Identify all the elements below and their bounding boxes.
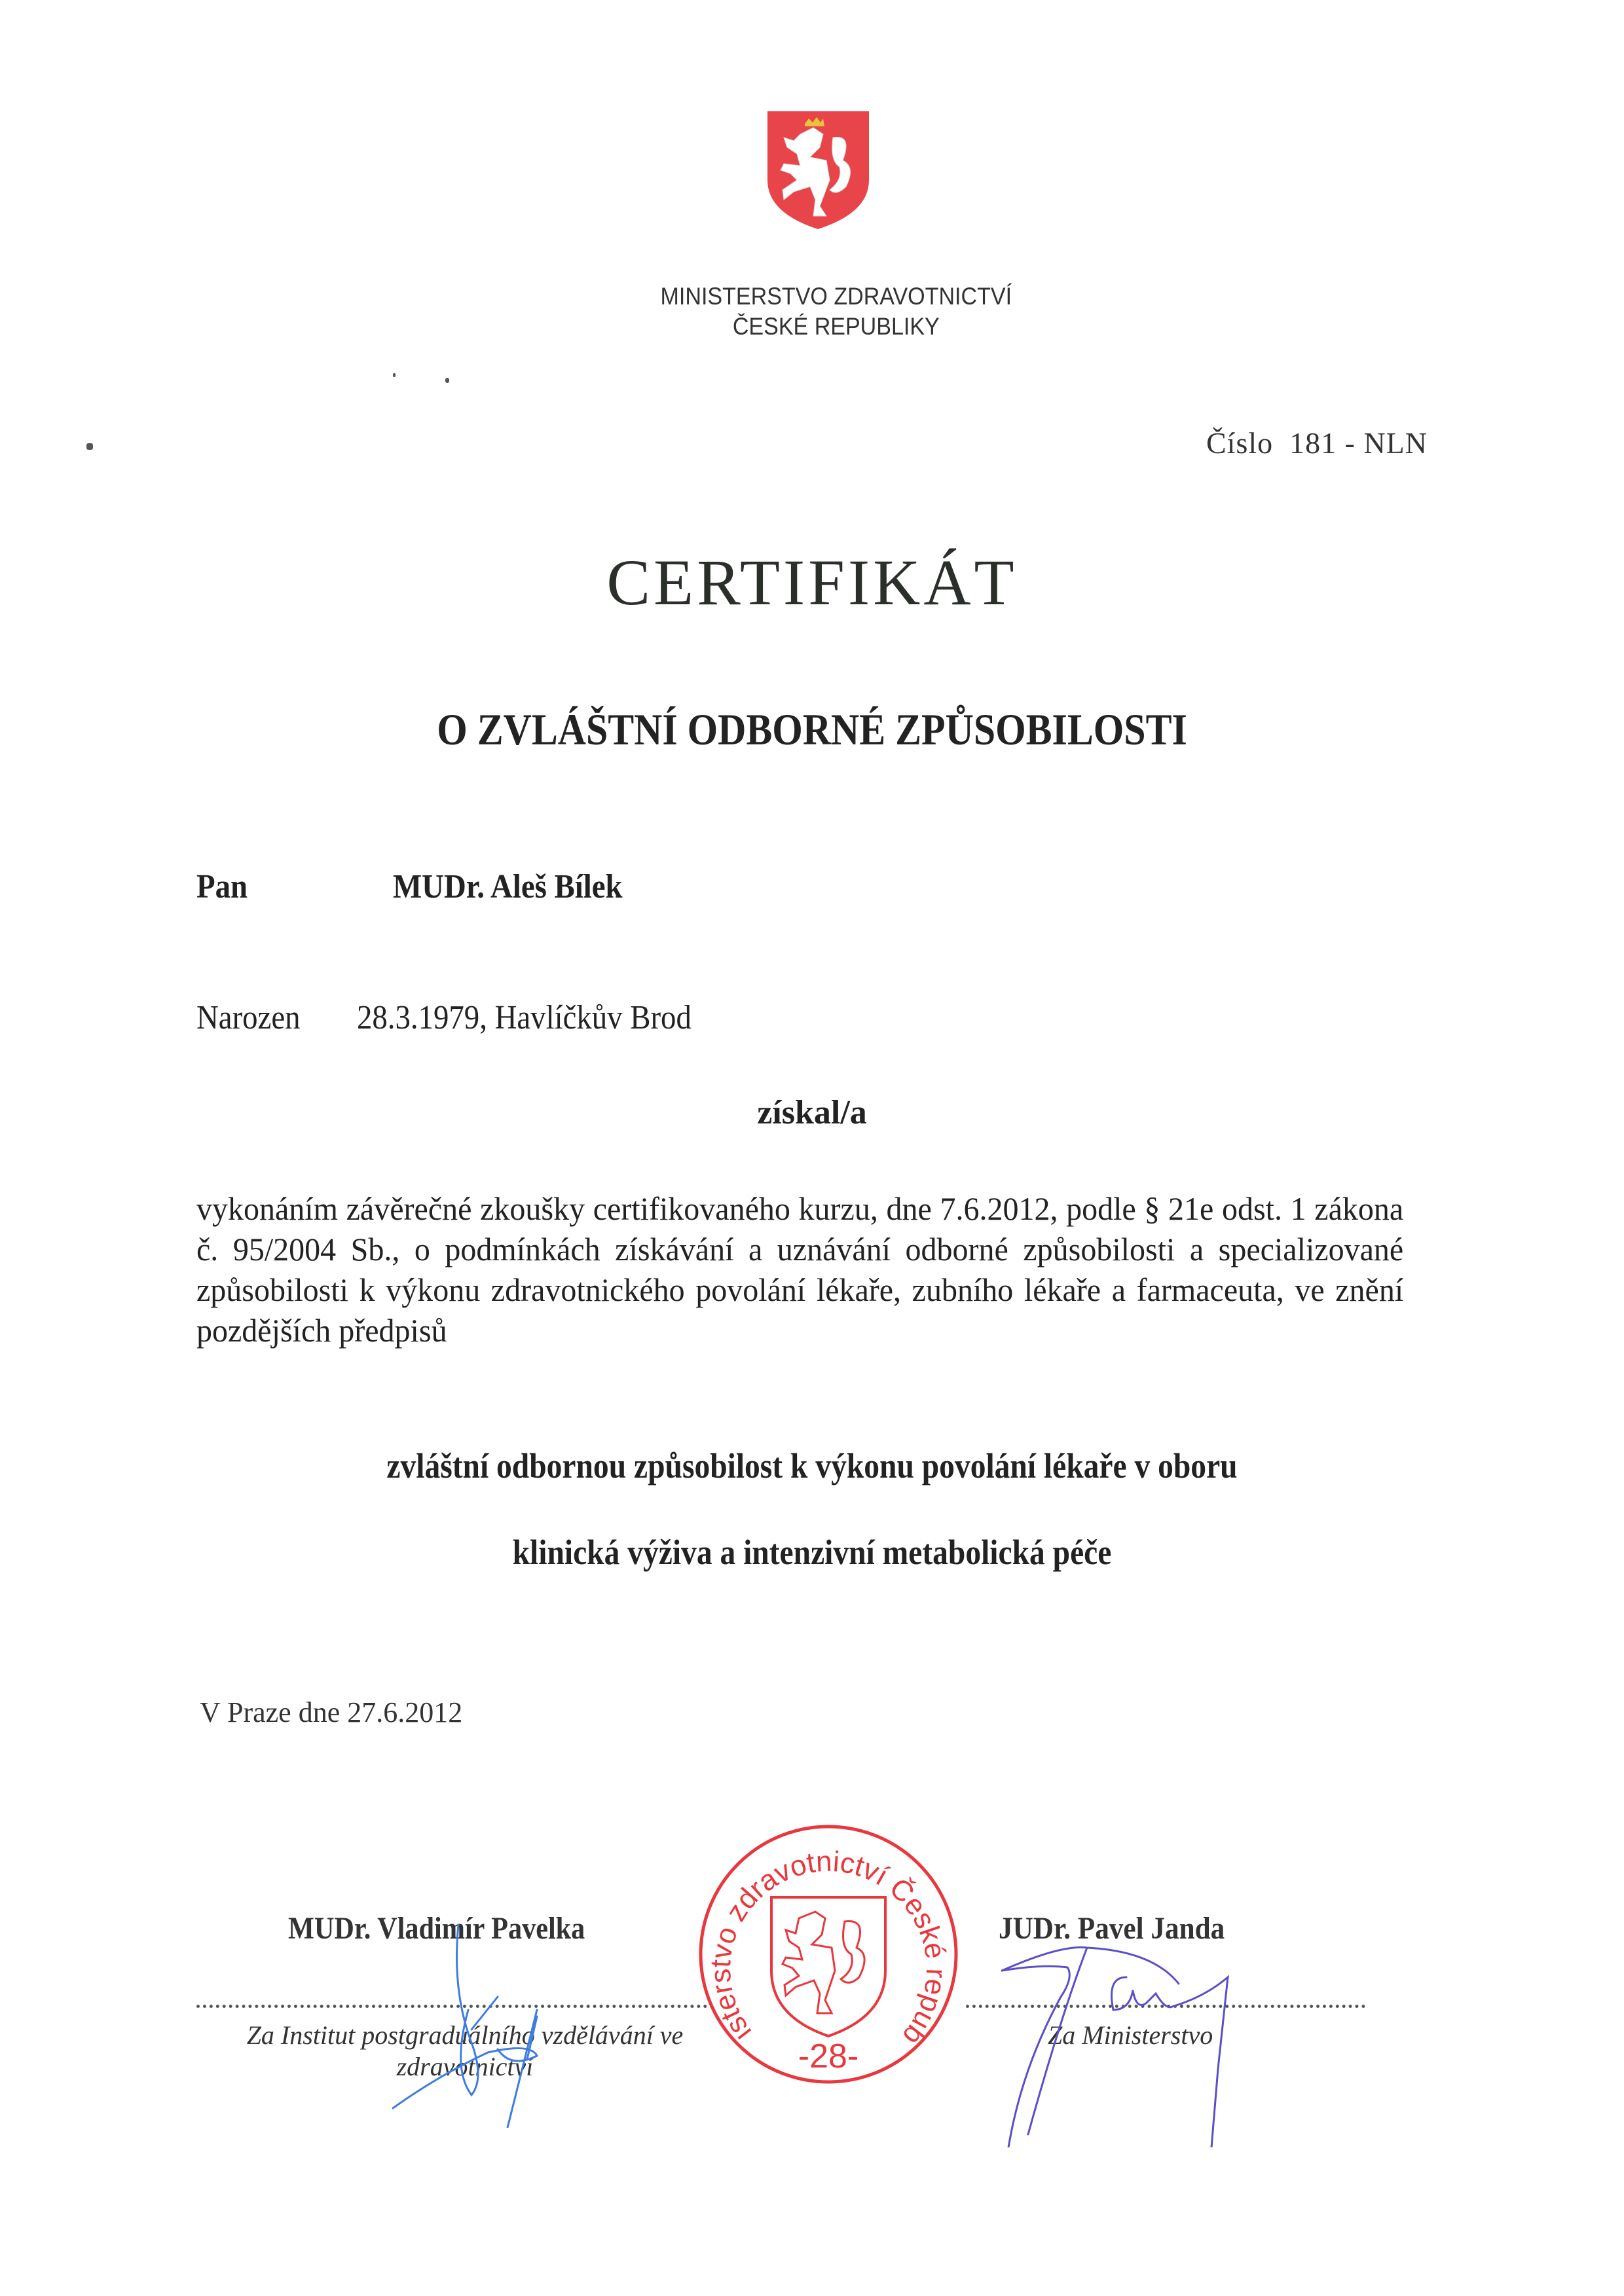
qualification-line1: zvláštní odbornou způsobilost k výkonu povolání lékaře v oboru (386, 1446, 1238, 1485)
left-signature (380, 1912, 576, 2128)
czech-coat-of-arms-icon (764, 108, 872, 232)
born-value: 28.3.1979, Havlíčkův Brod (357, 999, 692, 1036)
page-title: CERTIFIKÁT (606, 546, 1018, 619)
stamp-text-path: isterstvo zdravotnictví České repub (704, 1845, 953, 2052)
legal-basis-text: vykonáním závěrečné zkoušky certifikovaného kurzu, dne 7.6.2012, podle § 21e odst. 1 zákona č. 95/2004 Sb., o podmínkách získávání a uznávání odborné způsobilosti a specializované způsobilosti k výkonu zdravotnického povolání lékaře, zubního lékaře a farmaceuta, ve znění pozdějších předpisů (196, 1190, 1404, 1349)
ministry-heading (65, 282, 1559, 342)
left-signatory-name: MUDr. Vladimír Pavelka (288, 1911, 585, 1946)
official-stamp (694, 1820, 963, 2088)
scan-speck (393, 373, 396, 377)
certificate-number: Číslo 181 - NLN (1206, 426, 1428, 460)
page-subtitle: O ZVLÁŠTNÍ ODBORNÉ ZPŮSOBILOSTI (437, 704, 1187, 754)
obtained-label: získal/a (757, 1094, 867, 1131)
born-label: Narozen (196, 999, 301, 1036)
stamp-number: -28- (798, 2037, 859, 2075)
holder-name: MUDr. Aleš Bílek (393, 868, 623, 905)
salutation-label: Pan (196, 868, 248, 905)
ministry-line2: ČESKÉ REPUBLIKY (732, 313, 940, 340)
place-and-date: V Praze dne 27.6.2012 (200, 1696, 463, 1728)
scan-speck (445, 378, 449, 383)
scan-speck (86, 443, 93, 450)
left-caption-line2: zdravotnictví (396, 2052, 534, 2081)
stamp-coat-of-arms-icon (771, 1897, 885, 2036)
right-signatory-name: JUDr. Pavel Janda (999, 1911, 1225, 1946)
right-signatory-caption: Za Ministerstvo (1048, 2020, 1213, 2050)
qualification-field: klinická výživa a intenzivní metabolická péče (512, 1533, 1112, 1572)
stamp-text (694, 1820, 952, 2051)
right-signature (982, 1938, 1257, 2147)
ministry-line1: MINISTERSTVO ZDRAVOTNICTVÍ (660, 283, 1012, 310)
left-caption-line1: Za Institut postgraduálního vzdělávání ve (246, 2020, 684, 2050)
